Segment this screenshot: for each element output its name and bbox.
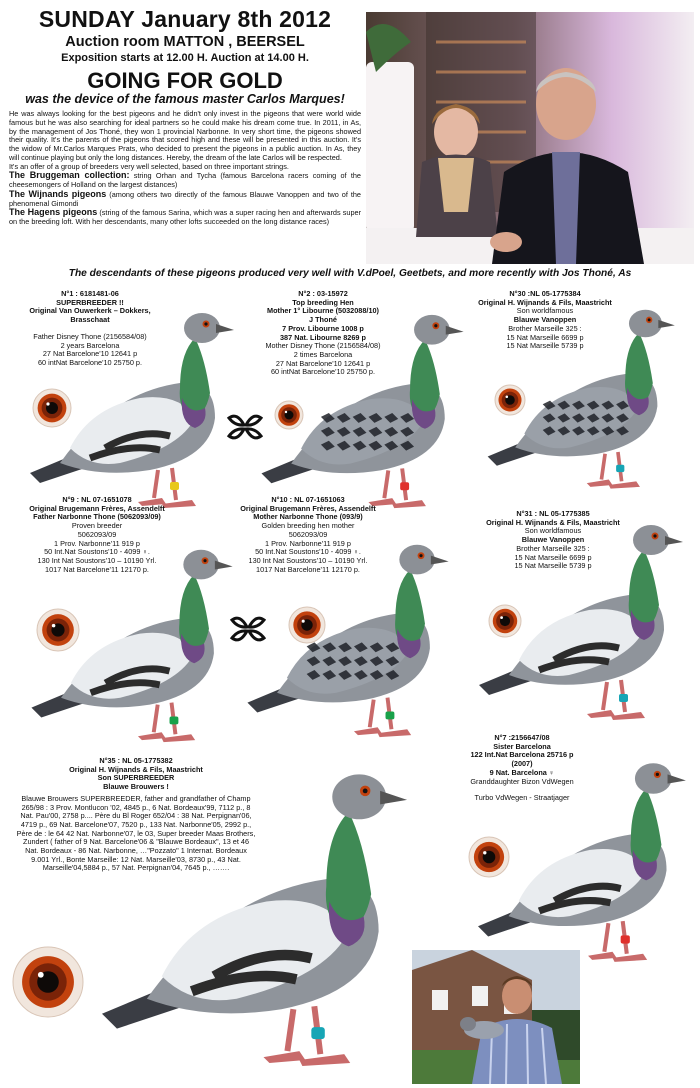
info-line: Blauwe Vanoppen [513, 315, 577, 325]
info-line: Turbo VdWegen - Straatjager [474, 793, 570, 803]
page-title: SUNDAY January 8th 2012 [38, 6, 332, 32]
info-line: Mother Narbonne Thone (093/9) [253, 512, 363, 522]
origin: Original H. Wijnands & Fils, Maastricht [478, 297, 612, 307]
info-line: 15 Nat Marseille 5739 p [506, 341, 584, 351]
pigeon-31-photo [478, 510, 690, 733]
info-line: 2 times Barcelona [293, 349, 353, 359]
info-line: Granddaughter Bizon VdWegen [470, 776, 574, 786]
info-line: 1017 Nat Barcelone'11 12170 p. [256, 564, 360, 574]
info-line: 5062093/09 [77, 529, 117, 539]
info-line: 130 Int Nat Soustons'10 – 10190 Yrl. [248, 555, 368, 565]
group-hagens [9, 208, 361, 227]
group-wijnands [9, 190, 361, 209]
info-line: 60 intNat Barcelone'10 25750 p. [37, 357, 143, 367]
ring-number: N°9 : NL 07-1651078 [62, 495, 132, 504]
intro-paragraph: He was always looking for the best pigeons and he didn't only invest in the pigeons that were world wide famous but he was also searching for ideal partners so he could make his dream come true. In 2011, in As, by the management of Jos Thoné, they won 1 provincial Narbonne. In very short time, the pigeons showed their quality. It's the parents of the pigeons that scored high and these will be presented in this auction. It's the widow of Mr.Carlos Marques Prats, who decided to present the pigeons in a public auction. In As, they will continue playing but only the long distances. Hereby, the dream of the late Carlos will be respected. [9, 109, 361, 162]
origin: Original Brugemann Frères, Assendelft [29, 503, 165, 513]
group-name: The Bruggeman collection: [9, 170, 130, 181]
group-text: (string of the famous Sarina, which was a super racing hen and afterwards super on the breeding loft. With her descendants, many other lofts succeeded on the long distance races) [9, 208, 362, 226]
pigeon-9-photo [30, 535, 240, 755]
info-line: 1017 Nat Barcelone'11 12170 p. [45, 564, 149, 574]
info-line: Brother Marseille 325 : [516, 543, 590, 553]
origin: Original H. Wijnands & Fils, Maastricht [486, 517, 620, 527]
ring-number: N°1 : 6181481-06 [61, 289, 119, 298]
auction-venue: Auction room MATTON , BEERSEL [65, 34, 305, 50]
descendants-note: The descendants of these pigeons produced very well with V.dPoel, Geetbets, and more recently with Jos Thoné, As [68, 268, 632, 279]
pigeon-35-photo [100, 752, 418, 1083]
pigeon-10-photo [246, 530, 456, 750]
info-line: 60 intNat Barcelone'10 25750 p. [270, 367, 376, 377]
info-line: Proven breeder [71, 521, 123, 531]
auction-times: Exposition starts at 12.00 H. Auction at 14.00 H. [61, 52, 309, 64]
info-line: 27 Nat Barcelone'10 12641 p [42, 349, 138, 359]
info-line: Brother Marseille 325 : [508, 323, 582, 333]
ring-number: N°10 : NL 07-1651063 [271, 495, 345, 504]
pedigree-text: Blauwe Brouwers SUPERBREEDER, father and grandfather of Champ 265/98 : 3 Prov. Montlucon '02, 4845 p., 6 Nat. Bordeaux'99, 7112 p., 8 Nat. Pau'00, 2758 p.... Père du Bl Roger 652/04 : 38 Nat. Perpignan'06, 4719 p., 69 Nat. Barcelone'07, 7520 p., 133 Nat. Narbonne'05, 2992 p., Père de : le 64 42 Nat. Narbonne'07, le 03, Super breeder Maas Brothers, Zundert ( father of 9 Nat. Barcelone'06 & "Blauwe Bordeaux", 13 et 46 Nat. Bordeaux - 86 Nat. Narbonne, …"Pozzato" 1 Internat. Bordeaux 9.001 Yrl., Bonte Marseille: 12 Nat. Marseille'03, 8730 p., 43 Nat. Marseille'04,5884 p., 57 Nat. Perpignan'04, 7645 p., ……. [16, 793, 256, 873]
ring-number: N°2 : 03-15972 [298, 289, 348, 298]
ring-number: N°7 :2156647/08 [494, 733, 550, 742]
photo-couple [366, 12, 694, 264]
origin: Original H. Wijnands & Fils, Maastricht [69, 764, 203, 774]
group-name: The Wijnands pigeons [9, 188, 107, 199]
info-line: Son worldfamous [524, 526, 582, 536]
origin: Original Van Ouwerkerk – Dokkers, Brasschaat [29, 306, 151, 325]
info-line: 1 Prov. Narbonne'11 919 p [54, 538, 140, 548]
info-line: 15 Nat Marseille 6699 p [506, 332, 584, 342]
ring-number: N°31 : NL 05-1775385 [516, 509, 590, 518]
info-line: Golden breeding hen mother [261, 521, 355, 531]
pigeon-35-eye [12, 946, 84, 1023]
info-line: Son SUPERBREEDER [97, 773, 175, 783]
info-line: Son worldfamous [516, 306, 574, 316]
pigeon-title: SUPERBREEDER !! [56, 297, 124, 307]
group-name: The Hagens pigeons [9, 207, 98, 218]
info-line: 387 Nat. Libourne 8269 p [280, 332, 366, 342]
info-line: 15 Nat Marseille 6699 p [514, 552, 592, 562]
info-line: Mother Disney Thone (2156584/08) [265, 341, 381, 351]
info-line: 1 Prov. Narbonne'11 919 p [265, 538, 351, 548]
info-line: 130 Int Nat Soustons'10 – 10190 Yrl. [37, 555, 157, 565]
intro-paragraph: It's an offer of a group of breeders very well selected, based on three important strings. [9, 161, 289, 171]
info-line: 2 years Barcelona [60, 340, 120, 350]
info-line: 50 Int.Nat Soustons'10 - 4099 ♀. [255, 547, 361, 557]
group-text: string Orhan and Tycha (famous Barcelona racers coming of the cheesemongers of Holland on the largest distances) [9, 171, 361, 189]
info-line: 27 Nat Barcelone'10 12641 p [275, 358, 371, 368]
info-line: 50 Int.Nat Soustons'10 - 4099 ♀. [44, 547, 150, 557]
subheadline: was the device of the famous master Carlos Marques! [25, 92, 345, 106]
ring-number: N°35 : NL 05-1775382 [99, 756, 173, 765]
info-line: 122 Int.Nat Barcelona 25716 p [470, 750, 574, 760]
group-bruggeman [9, 171, 361, 190]
info-line: J Thoné [309, 315, 337, 325]
headline: GOING FOR GOLD [87, 68, 283, 93]
info-line: 5062093/09 [288, 529, 328, 539]
group-text: (among others two directly of the famous Blauwe Vanoppen and two of the phenomenal Gimondi [9, 189, 361, 208]
info-line: (2007) [511, 759, 533, 769]
info-line: 15 Nat Marseille 5739 p [514, 561, 592, 571]
info-line: Blauwe Brouwers ! [103, 782, 169, 792]
info-line: 7 Prov. Libourne 1008 p [282, 323, 364, 333]
pigeon-title: Top breeding Hen [292, 297, 354, 307]
intro-text [9, 110, 361, 227]
pigeon-title: Sister Barcelona [493, 741, 551, 751]
pigeon-7-photo [478, 745, 692, 978]
info-line: Blauwe Vanoppen [521, 535, 585, 545]
photo-breeder [412, 950, 580, 1084]
info-line: Mother 1° Libourne (5032088/10) [266, 306, 379, 316]
pigeon-30-photo [480, 296, 688, 501]
pigeon-1-photo [30, 298, 240, 521]
info-line: Father Disney Thone (2156584/08) [33, 331, 147, 341]
info-line: 9 Nat. Barcelona ♀ [489, 767, 555, 777]
pigeon-2-photo [258, 300, 473, 521]
info-line: Father Narbonne Thone (5062093/09) [33, 512, 161, 522]
origin: Original Brugemann Frères, Assendelft [240, 503, 376, 513]
ring-number: N°30 :NL 05-1775384 [509, 289, 581, 298]
